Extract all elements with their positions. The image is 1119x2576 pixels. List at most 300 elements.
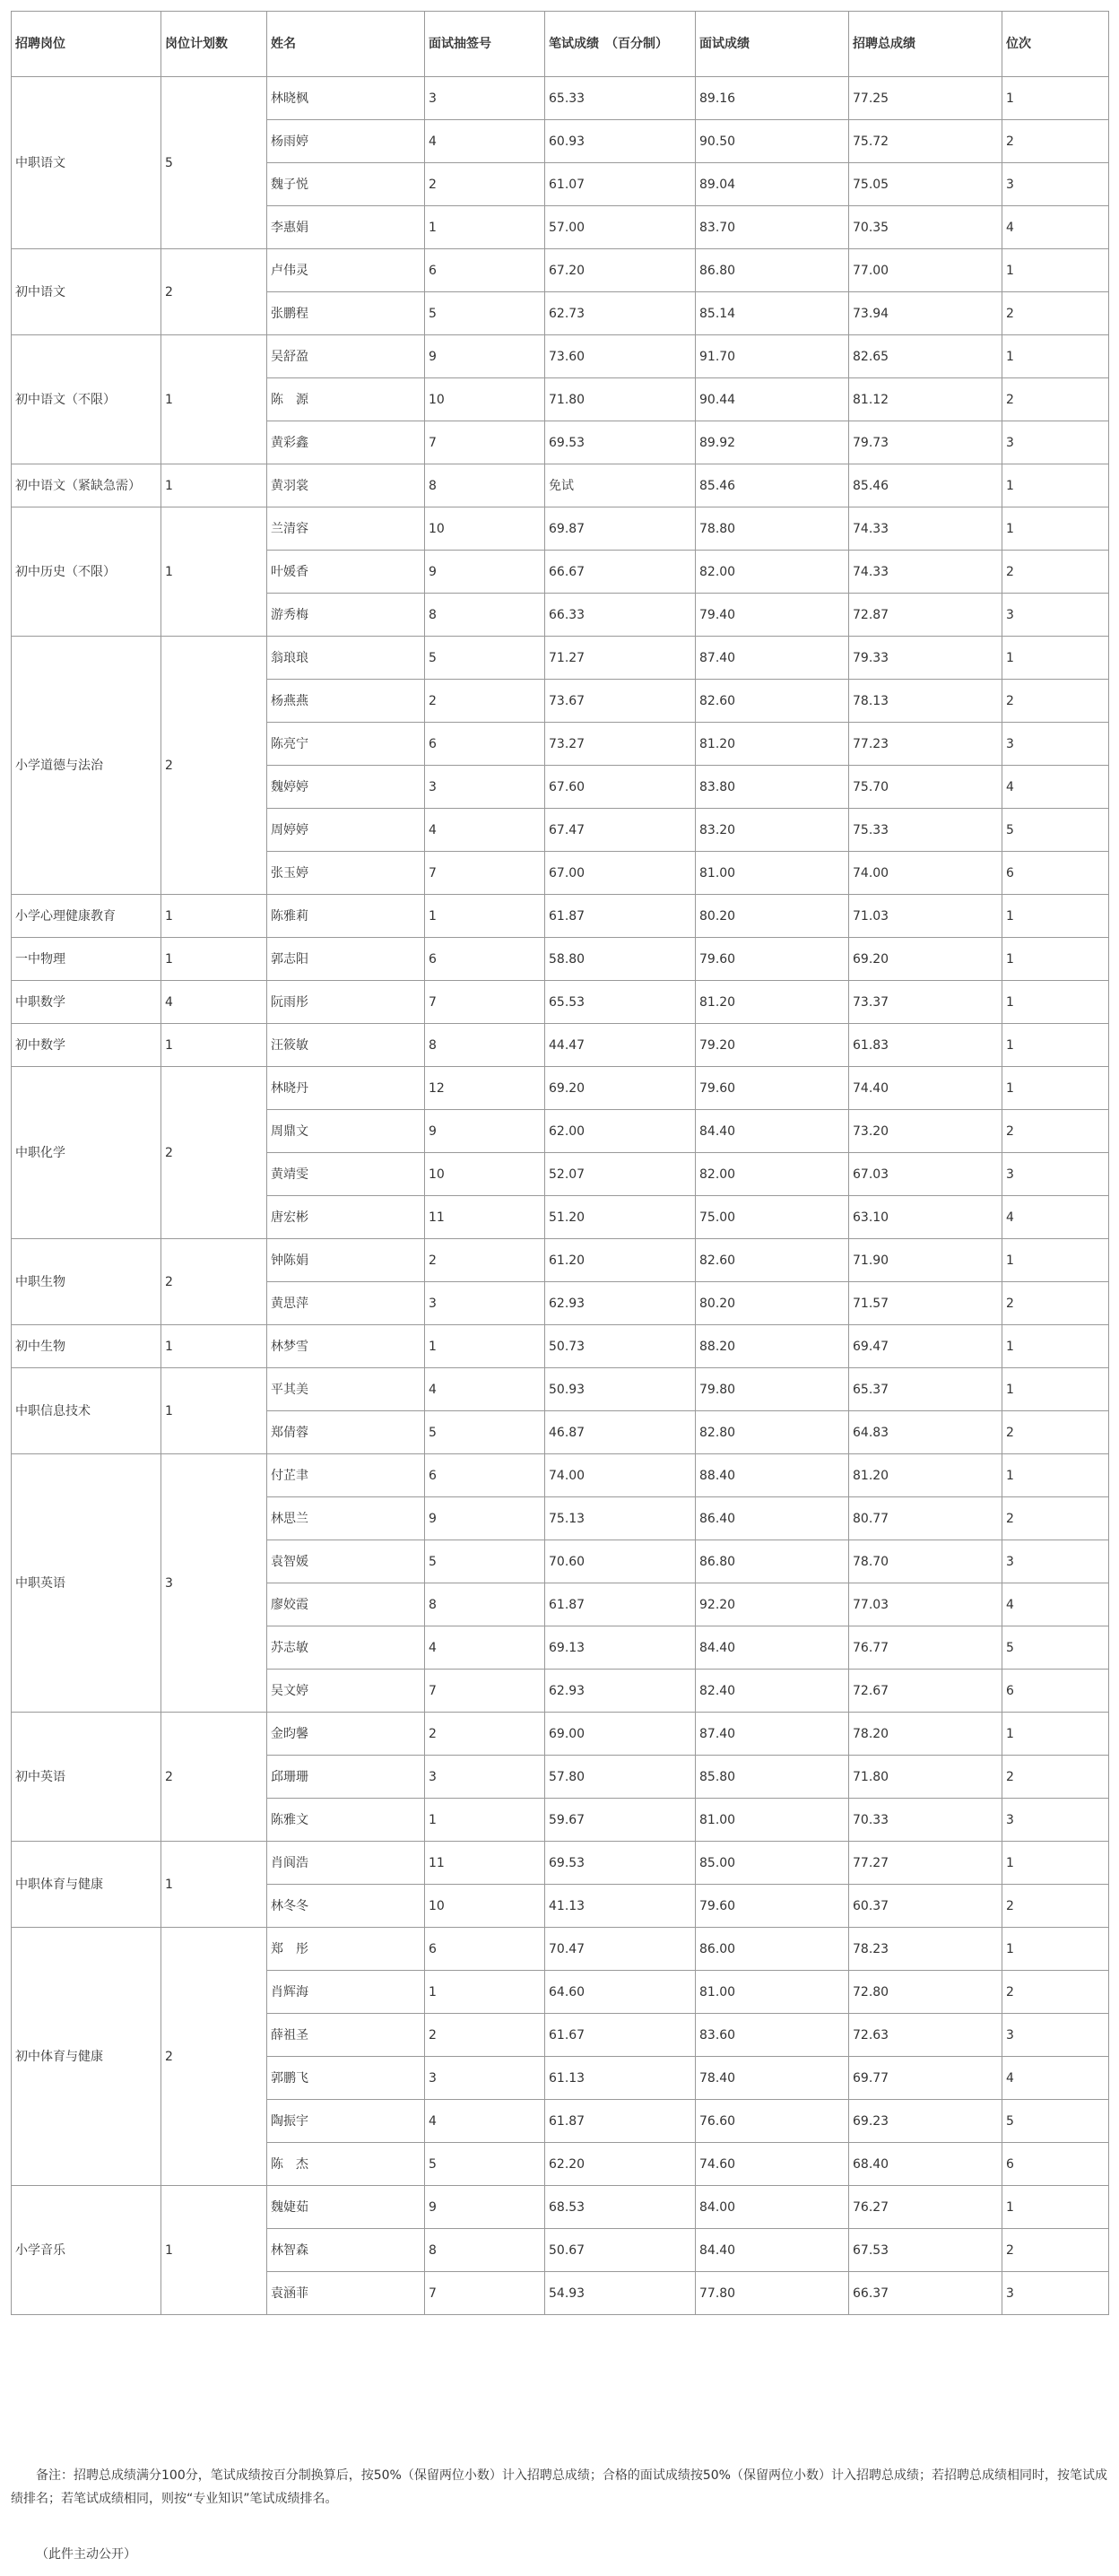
cell-interview-score: 83.60	[696, 2014, 849, 2057]
cell-interview-score: 80.20	[696, 1282, 849, 1325]
cell-name: 林智森	[267, 2229, 425, 2272]
cell-total-score: 74.33	[849, 551, 1002, 594]
cell-interview-score: 84.40	[696, 2229, 849, 2272]
cell-interview-score: 83.70	[696, 206, 849, 249]
cell-rank: 1	[1002, 1842, 1109, 1885]
cell-rank: 4	[1002, 1583, 1109, 1626]
cell-plan: 1	[161, 938, 267, 981]
cell-written-score: 62.20	[545, 2143, 696, 2186]
cell-total-score: 71.80	[849, 1756, 1002, 1799]
cell-draw-number: 11	[425, 1196, 545, 1239]
table-body	[12, 77, 1109, 2315]
cell-written-score: 69.20	[545, 1067, 696, 1110]
cell-name: 肖辉海	[267, 1971, 425, 2014]
cell-written-score: 62.93	[545, 1282, 696, 1325]
cell-written-score: 58.80	[545, 938, 696, 981]
cell-written-score: 62.73	[545, 292, 696, 335]
cell-written-score: 59.67	[545, 1799, 696, 1842]
cell-post: 中职信息技术	[12, 1368, 161, 1454]
cell-written-score: 67.20	[545, 249, 696, 292]
cell-draw-number: 4	[425, 2100, 545, 2143]
cell-written-score: 70.60	[545, 1540, 696, 1583]
cell-total-score: 71.57	[849, 1282, 1002, 1325]
cell-total-score: 69.77	[849, 2057, 1002, 2100]
cell-interview-score: 84.40	[696, 1110, 849, 1153]
cell-name: 杨燕燕	[267, 680, 425, 723]
cell-total-score: 69.20	[849, 938, 1002, 981]
cell-written-score: 61.87	[545, 1583, 696, 1626]
cell-rank: 4	[1002, 206, 1109, 249]
cell-plan: 4	[161, 981, 267, 1024]
cell-name: 薛祖圣	[267, 2014, 425, 2057]
cell-name: 汪筱敏	[267, 1024, 425, 1067]
cell-written-score: 57.80	[545, 1756, 696, 1799]
cell-written-score: 44.47	[545, 1024, 696, 1067]
cell-draw-number: 2	[425, 2014, 545, 2057]
cell-interview-score: 83.20	[696, 809, 849, 852]
cell-interview-score: 87.40	[696, 1713, 849, 1756]
cell-total-score: 70.35	[849, 206, 1002, 249]
cell-rank: 1	[1002, 335, 1109, 378]
cell-total-score: 78.23	[849, 1928, 1002, 1971]
cell-written-score: 69.87	[545, 507, 696, 551]
cell-written-score: 61.20	[545, 1239, 696, 1282]
cell-name: 兰清容	[267, 507, 425, 551]
cell-post: 初中语文	[12, 249, 161, 335]
cell-draw-number: 8	[425, 1583, 545, 1626]
cell-draw-number: 1	[425, 895, 545, 938]
cell-total-score: 78.13	[849, 680, 1002, 723]
cell-draw-number: 4	[425, 1368, 545, 1411]
cell-draw-number: 8	[425, 464, 545, 507]
cell-total-score: 85.46	[849, 464, 1002, 507]
cell-rank: 2	[1002, 680, 1109, 723]
cell-interview-score: 79.80	[696, 1368, 849, 1411]
cell-draw-number: 6	[425, 1928, 545, 1971]
cell-post: 小学心理健康教育	[12, 895, 161, 938]
cell-draw-number: 1	[425, 206, 545, 249]
cell-interview-score: 86.00	[696, 1928, 849, 1971]
cell-name: 翁琅琅	[267, 637, 425, 680]
cell-interview-score: 85.00	[696, 1842, 849, 1885]
table-row	[12, 1928, 1109, 1971]
cell-total-score: 69.23	[849, 2100, 1002, 2143]
table-row	[12, 1024, 1109, 1067]
cell-name: 廖姣霞	[267, 1583, 425, 1626]
cell-written-score: 61.07	[545, 163, 696, 206]
cell-rank: 4	[1002, 1196, 1109, 1239]
cell-interview-score: 84.40	[696, 1626, 849, 1670]
cell-post: 初中历史（不限）	[12, 507, 161, 637]
cell-rank: 3	[1002, 163, 1109, 206]
cell-interview-score: 81.00	[696, 1971, 849, 2014]
cell-post: 中职生物	[12, 1239, 161, 1325]
cell-interview-score: 85.14	[696, 292, 849, 335]
cell-total-score: 73.94	[849, 292, 1002, 335]
cell-interview-score: 81.00	[696, 1799, 849, 1842]
cell-rank: 2	[1002, 551, 1109, 594]
cell-interview-score: 89.04	[696, 163, 849, 206]
cell-rank: 2	[1002, 1497, 1109, 1540]
cell-post: 中职体育与健康	[12, 1842, 161, 1928]
cell-total-score: 80.77	[849, 1497, 1002, 1540]
cell-name: 陈 源	[267, 378, 425, 421]
cell-draw-number: 6	[425, 938, 545, 981]
cell-plan: 1	[161, 1325, 267, 1368]
cell-draw-number: 8	[425, 594, 545, 637]
cell-written-score: 54.93	[545, 2272, 696, 2315]
table-row	[12, 77, 1109, 120]
cell-name: 吴文婷	[267, 1670, 425, 1713]
cell-draw-number: 10	[425, 1885, 545, 1928]
table-row	[12, 938, 1109, 981]
cell-written-score: 67.47	[545, 809, 696, 852]
cell-plan: 1	[161, 1842, 267, 1928]
cell-rank: 2	[1002, 292, 1109, 335]
cell-written-score: 51.20	[545, 1196, 696, 1239]
cell-interview-score: 84.00	[696, 2186, 849, 2229]
header-written-score: 笔试成绩 （百分制）	[545, 12, 696, 77]
cell-written-score: 57.00	[545, 206, 696, 249]
cell-name: 周鼎文	[267, 1110, 425, 1153]
cell-total-score: 75.33	[849, 809, 1002, 852]
cell-rank: 2	[1002, 1282, 1109, 1325]
cell-total-score: 82.65	[849, 335, 1002, 378]
cell-name: 张玉婷	[267, 852, 425, 895]
cell-interview-score: 78.80	[696, 507, 849, 551]
cell-name: 袁涵菲	[267, 2272, 425, 2315]
cell-rank: 1	[1002, 637, 1109, 680]
cell-total-score: 73.20	[849, 1110, 1002, 1153]
cell-draw-number: 3	[425, 766, 545, 809]
cell-name: 魏婕茹	[267, 2186, 425, 2229]
cell-interview-score: 76.60	[696, 2100, 849, 2143]
cell-draw-number: 7	[425, 852, 545, 895]
cell-rank: 4	[1002, 766, 1109, 809]
cell-draw-number: 8	[425, 1024, 545, 1067]
cell-rank: 1	[1002, 895, 1109, 938]
cell-total-score: 77.23	[849, 723, 1002, 766]
cell-total-score: 78.20	[849, 1713, 1002, 1756]
cell-plan: 1	[161, 2186, 267, 2315]
header-name: 姓名	[267, 12, 425, 77]
cell-rank: 1	[1002, 1713, 1109, 1756]
cell-written-score: 62.00	[545, 1110, 696, 1153]
cell-plan: 2	[161, 1928, 267, 2186]
cell-post: 中职英语	[12, 1454, 161, 1713]
cell-rank: 3	[1002, 1153, 1109, 1196]
cell-written-score: 46.87	[545, 1411, 696, 1454]
cell-written-score: 70.47	[545, 1928, 696, 1971]
cell-rank: 1	[1002, 1928, 1109, 1971]
cell-rank: 2	[1002, 120, 1109, 163]
cell-interview-score: 74.60	[696, 2143, 849, 2186]
cell-draw-number: 5	[425, 637, 545, 680]
cell-name: 陈雅莉	[267, 895, 425, 938]
cell-name: 卢伟灵	[267, 249, 425, 292]
cell-draw-number: 3	[425, 2057, 545, 2100]
cell-total-score: 74.00	[849, 852, 1002, 895]
cell-rank: 1	[1002, 464, 1109, 507]
cell-name: 游秀梅	[267, 594, 425, 637]
cell-total-score: 74.33	[849, 507, 1002, 551]
cell-written-score: 69.53	[545, 1842, 696, 1885]
cell-plan: 1	[161, 1368, 267, 1454]
cell-plan: 1	[161, 335, 267, 464]
cell-name: 张鹏程	[267, 292, 425, 335]
table-header-row	[12, 12, 1109, 77]
cell-interview-score: 81.20	[696, 723, 849, 766]
cell-rank: 3	[1002, 2014, 1109, 2057]
cell-rank: 1	[1002, 1024, 1109, 1067]
cell-written-score: 61.87	[545, 2100, 696, 2143]
cell-name: 黄靖雯	[267, 1153, 425, 1196]
cell-post: 一中物理	[12, 938, 161, 981]
header-interview-score: 面试成绩	[696, 12, 849, 77]
cell-total-score: 70.33	[849, 1799, 1002, 1842]
cell-plan: 2	[161, 249, 267, 335]
cell-post: 中职语文	[12, 77, 161, 249]
cell-interview-score: 91.70	[696, 335, 849, 378]
cell-interview-score: 82.40	[696, 1670, 849, 1713]
cell-draw-number: 1	[425, 1971, 545, 2014]
cell-total-score: 72.67	[849, 1670, 1002, 1713]
cell-name: 郑 彤	[267, 1928, 425, 1971]
cell-written-score: 62.93	[545, 1670, 696, 1713]
cell-draw-number: 3	[425, 1756, 545, 1799]
cell-total-score: 81.12	[849, 378, 1002, 421]
cell-name: 黄羽裳	[267, 464, 425, 507]
cell-total-score: 76.27	[849, 2186, 1002, 2229]
public-notice: （此件主动公开）	[36, 2547, 136, 2562]
cell-draw-number: 10	[425, 378, 545, 421]
cell-written-score: 52.07	[545, 1153, 696, 1196]
table-row	[12, 895, 1109, 938]
cell-interview-score: 82.00	[696, 1153, 849, 1196]
cell-rank: 3	[1002, 1799, 1109, 1842]
cell-post: 初中数学	[12, 1024, 161, 1067]
cell-written-score: 73.67	[545, 680, 696, 723]
cell-name: 黄彩鑫	[267, 421, 425, 464]
cell-draw-number: 6	[425, 249, 545, 292]
cell-interview-score: 92.20	[696, 1583, 849, 1626]
cell-draw-number: 3	[425, 77, 545, 120]
cell-plan: 1	[161, 464, 267, 507]
header-total-score: 招聘总成绩	[849, 12, 1002, 77]
cell-name: 李惠娟	[267, 206, 425, 249]
cell-name: 陈亮宁	[267, 723, 425, 766]
cell-name: 郑倩蓉	[267, 1411, 425, 1454]
cell-draw-number: 1	[425, 1325, 545, 1368]
cell-name: 苏志敏	[267, 1626, 425, 1670]
cell-rank: 1	[1002, 938, 1109, 981]
cell-written-score: 67.00	[545, 852, 696, 895]
cell-draw-number: 9	[425, 2186, 545, 2229]
cell-interview-score: 79.60	[696, 938, 849, 981]
cell-written-score: 68.53	[545, 2186, 696, 2229]
cell-rank: 3	[1002, 723, 1109, 766]
cell-post: 中职数学	[12, 981, 161, 1024]
cell-draw-number: 2	[425, 163, 545, 206]
cell-name: 金昀馨	[267, 1713, 425, 1756]
cell-name: 袁智媛	[267, 1540, 425, 1583]
cell-draw-number: 11	[425, 1842, 545, 1885]
cell-name: 叶媛香	[267, 551, 425, 594]
cell-draw-number: 4	[425, 120, 545, 163]
cell-total-score: 72.87	[849, 594, 1002, 637]
cell-total-score: 65.37	[849, 1368, 1002, 1411]
cell-name: 林思兰	[267, 1497, 425, 1540]
cell-plan: 2	[161, 1067, 267, 1239]
header-rank: 位次	[1002, 12, 1109, 77]
cell-interview-score: 89.16	[696, 77, 849, 120]
cell-total-score: 72.63	[849, 2014, 1002, 2057]
cell-rank: 2	[1002, 1411, 1109, 1454]
table-row	[12, 1454, 1109, 1497]
cell-total-score: 77.25	[849, 77, 1002, 120]
cell-draw-number: 9	[425, 1110, 545, 1153]
cell-rank: 5	[1002, 2100, 1109, 2143]
cell-draw-number: 7	[425, 2272, 545, 2315]
cell-post: 中职化学	[12, 1067, 161, 1239]
cell-total-score: 76.77	[849, 1626, 1002, 1670]
cell-written-score: 64.60	[545, 1971, 696, 2014]
results-table	[11, 11, 1109, 2315]
cell-written-score: 67.60	[545, 766, 696, 809]
cell-written-score: 74.00	[545, 1454, 696, 1497]
cell-rank: 1	[1002, 1239, 1109, 1282]
cell-rank: 3	[1002, 421, 1109, 464]
cell-rank: 1	[1002, 981, 1109, 1024]
cell-rank: 4	[1002, 2057, 1109, 2100]
cell-written-score: 69.53	[545, 421, 696, 464]
cell-total-score: 77.27	[849, 1842, 1002, 1885]
cell-interview-score: 78.40	[696, 2057, 849, 2100]
cell-written-score: 71.27	[545, 637, 696, 680]
cell-plan: 1	[161, 1024, 267, 1067]
cell-total-score: 64.83	[849, 1411, 1002, 1454]
cell-name: 周婷婷	[267, 809, 425, 852]
cell-written-score: 61.87	[545, 895, 696, 938]
cell-rank: 3	[1002, 2272, 1109, 2315]
cell-draw-number: 9	[425, 335, 545, 378]
table-row	[12, 1067, 1109, 1110]
cell-written-score: 61.13	[545, 2057, 696, 2100]
cell-total-score: 77.00	[849, 249, 1002, 292]
cell-written-score: 61.67	[545, 2014, 696, 2057]
cell-rank: 2	[1002, 1756, 1109, 1799]
cell-name: 黄思萍	[267, 1282, 425, 1325]
cell-total-score: 77.03	[849, 1583, 1002, 1626]
cell-rank: 5	[1002, 809, 1109, 852]
cell-written-score: 69.00	[545, 1713, 696, 1756]
cell-interview-score: 80.20	[696, 895, 849, 938]
cell-interview-score: 86.80	[696, 1540, 849, 1583]
cell-written-score: 71.80	[545, 378, 696, 421]
cell-interview-score: 82.60	[696, 1239, 849, 1282]
table-row	[12, 981, 1109, 1024]
cell-total-score: 66.37	[849, 2272, 1002, 2315]
cell-total-score: 74.40	[849, 1067, 1002, 1110]
cell-draw-number: 5	[425, 1411, 545, 1454]
cell-name: 肖阆浩	[267, 1842, 425, 1885]
cell-draw-number: 2	[425, 1239, 545, 1282]
cell-written-score: 73.60	[545, 335, 696, 378]
cell-interview-score: 77.80	[696, 2272, 849, 2315]
cell-name: 邱珊珊	[267, 1756, 425, 1799]
cell-plan: 2	[161, 637, 267, 895]
cell-interview-score: 82.60	[696, 680, 849, 723]
cell-total-score: 72.80	[849, 1971, 1002, 2014]
cell-total-score: 75.72	[849, 120, 1002, 163]
cell-written-score: 免试	[545, 464, 696, 507]
cell-plan: 1	[161, 507, 267, 637]
cell-rank: 1	[1002, 249, 1109, 292]
cell-rank: 1	[1002, 1454, 1109, 1497]
cell-plan: 2	[161, 1239, 267, 1325]
cell-written-score: 75.13	[545, 1497, 696, 1540]
cell-interview-score: 79.20	[696, 1024, 849, 1067]
cell-draw-number: 12	[425, 1067, 545, 1110]
cell-name: 郭志阳	[267, 938, 425, 981]
cell-name: 林晓丹	[267, 1067, 425, 1110]
cell-rank: 2	[1002, 2229, 1109, 2272]
table-row	[12, 1239, 1109, 1282]
cell-post: 初中语文（紧缺急需）	[12, 464, 161, 507]
cell-interview-score: 90.44	[696, 378, 849, 421]
cell-written-score: 69.13	[545, 1626, 696, 1670]
cell-interview-score: 79.40	[696, 594, 849, 637]
cell-rank: 1	[1002, 1067, 1109, 1110]
cell-draw-number: 1	[425, 1799, 545, 1842]
cell-total-score: 73.37	[849, 981, 1002, 1024]
cell-total-score: 79.33	[849, 637, 1002, 680]
cell-interview-score: 79.60	[696, 1067, 849, 1110]
cell-plan: 5	[161, 77, 267, 249]
cell-rank: 2	[1002, 1110, 1109, 1153]
cell-total-score: 60.37	[849, 1885, 1002, 1928]
cell-rank: 6	[1002, 852, 1109, 895]
cell-total-score: 63.10	[849, 1196, 1002, 1239]
cell-written-score: 65.33	[545, 77, 696, 120]
cell-name: 杨雨婷	[267, 120, 425, 163]
cell-name: 钟陈娟	[267, 1239, 425, 1282]
cell-post: 初中体育与健康	[12, 1928, 161, 2186]
cell-rank: 1	[1002, 1325, 1109, 1368]
cell-total-score: 79.73	[849, 421, 1002, 464]
cell-interview-score: 87.40	[696, 637, 849, 680]
cell-total-score: 71.03	[849, 895, 1002, 938]
cell-name: 付芷聿	[267, 1454, 425, 1497]
table-row	[12, 1368, 1109, 1411]
remark-note: 备注：招聘总成绩满分100分，笔试成绩按百分制换算后，按50%（保留两位小数）计入招聘总成绩；合格的面试成绩按50%（保留两位小数）计入招聘总成绩；若招聘总成绩相同时，按笔试成绩排名；若笔试成绩相同，则按“专业知识”笔试成绩排名。	[11, 2468, 1107, 2506]
cell-draw-number: 4	[425, 1626, 545, 1670]
cell-rank: 2	[1002, 1971, 1109, 2014]
cell-name: 林晓枫	[267, 77, 425, 120]
cell-rank: 1	[1002, 507, 1109, 551]
cell-post: 小学道德与法治	[12, 637, 161, 895]
header-plan: 岗位计划数	[161, 12, 267, 77]
cell-rank: 5	[1002, 1626, 1109, 1670]
cell-total-score: 67.53	[849, 2229, 1002, 2272]
cell-written-score: 41.13	[545, 1885, 696, 1928]
cell-post: 初中生物	[12, 1325, 161, 1368]
cell-interview-score: 86.80	[696, 249, 849, 292]
cell-interview-score: 83.80	[696, 766, 849, 809]
cell-total-score: 61.83	[849, 1024, 1002, 1067]
table-row	[12, 1713, 1109, 1756]
cell-written-score: 66.67	[545, 551, 696, 594]
